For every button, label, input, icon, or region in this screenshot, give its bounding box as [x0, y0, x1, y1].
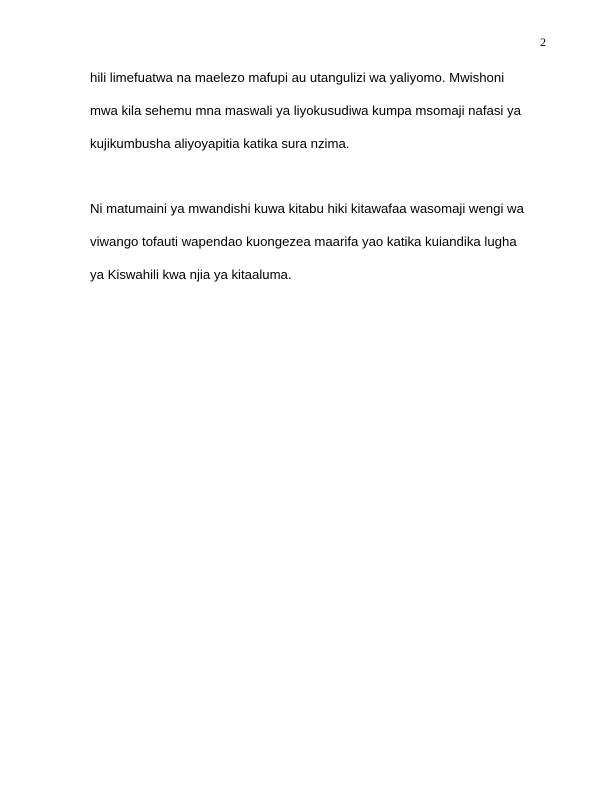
text-line: mwa kila sehemu mna maswali ya liyokusudiwa kumpa msomaji nafasi ya: [90, 103, 521, 118]
text-line: hili limefuatwa na maelezo mafupi au utangulizi wa yaliyomo. Mwishoni: [90, 70, 505, 85]
text-line: Ni matumaini ya mwandishi kuwa kitabu hiki kitawafaa wasomaji wengi wa: [90, 201, 524, 216]
page-number: 2: [540, 35, 546, 49]
text-line: kujikumbusha aliyoyapitia katika sura nzima.: [90, 136, 350, 151]
paragraph-1: [90, 61, 560, 160]
text-line: ya Kiswahili kwa njia ya kitaaluma.: [90, 267, 292, 282]
text-line: viwango tofauti wapendao kuongezea maarifa yao katika kuiandika lugha: [90, 234, 517, 249]
paragraph-2: [90, 192, 560, 291]
